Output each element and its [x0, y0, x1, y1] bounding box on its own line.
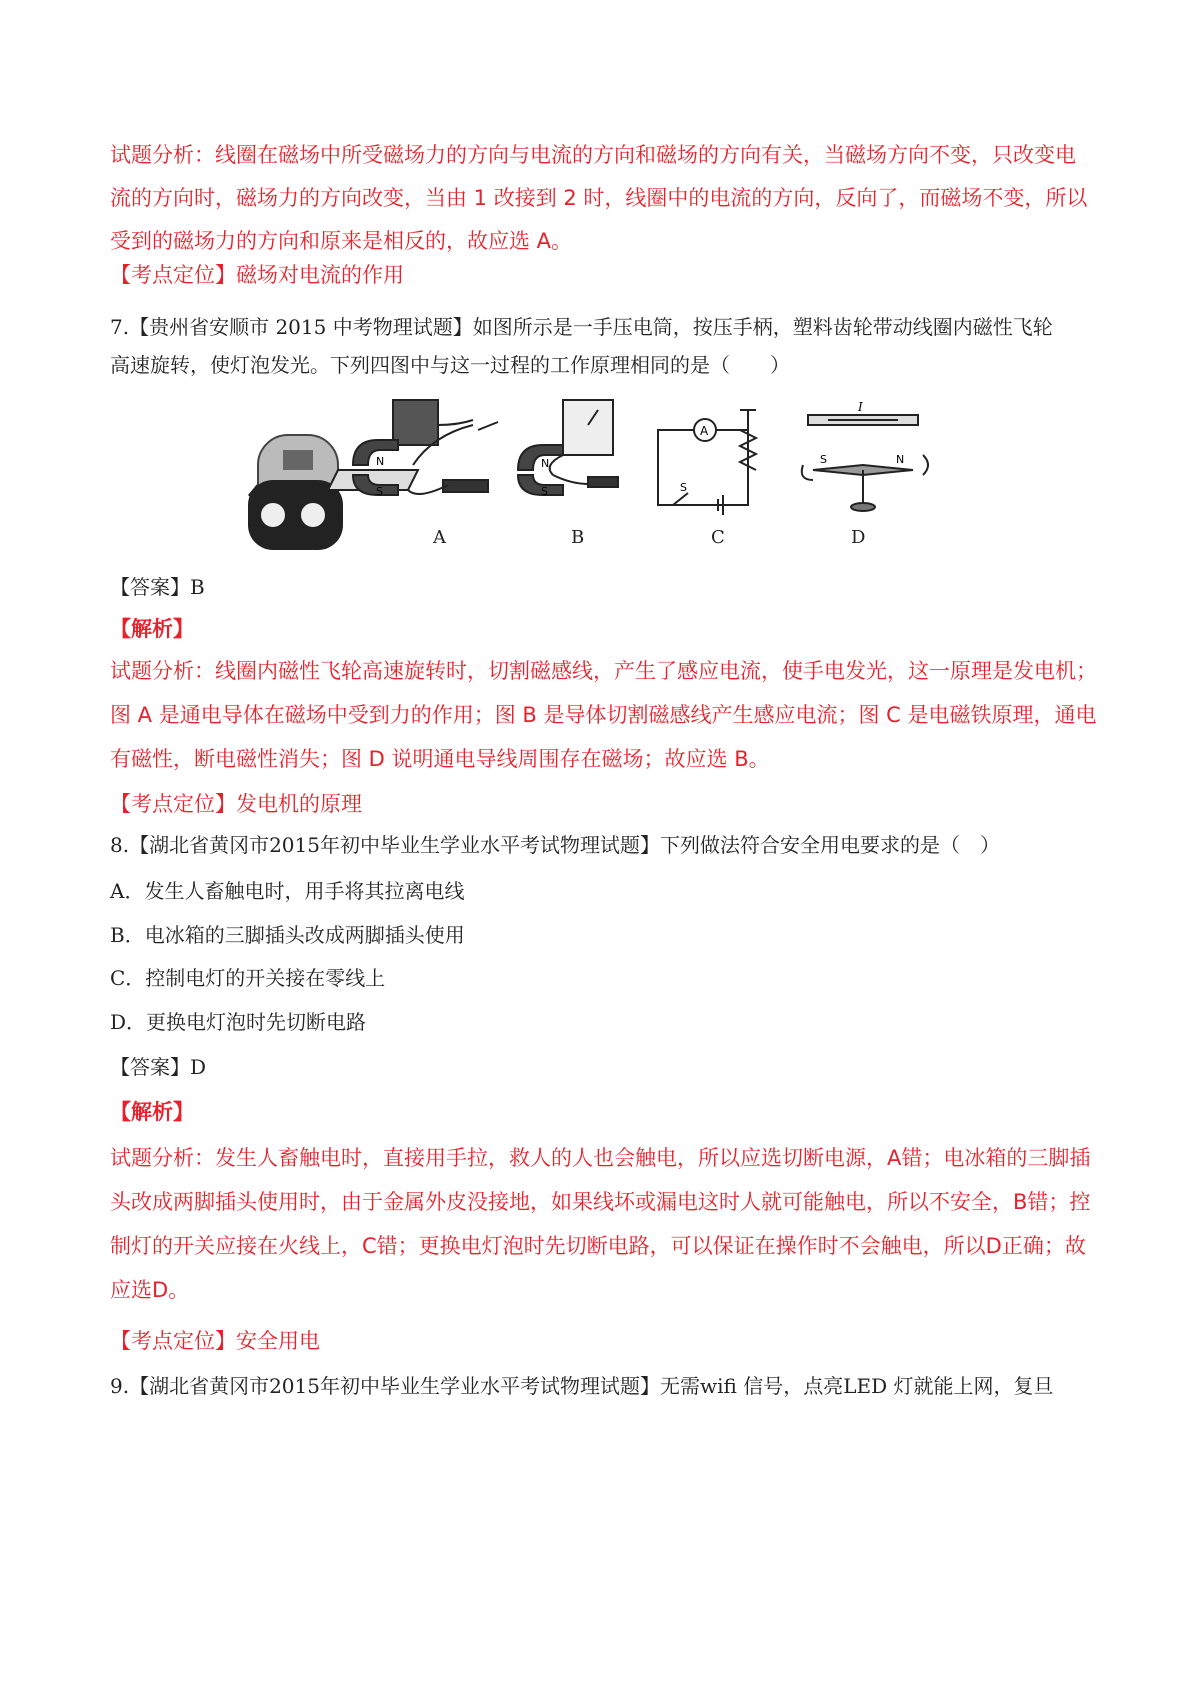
q6-analysis-line-3: 受到的磁场力的方向和原来是相反的，故应选 A。: [110, 229, 573, 253]
q7-analysis-line-1: 试题分析：线圈内磁性飞轮高速旋转时，切割磁感线，产生了感应电流，使手电发光，这一原理是发电机；: [110, 659, 1097, 683]
figure-label-d: D: [851, 527, 866, 548]
q7-analysis-line-2: 图 A 是通电导体在磁场中受到力的作用；图 B 是导体切割磁感线产生感应电流；图 C 是电磁铁原理，通电: [110, 703, 1097, 727]
q7-kaodian: 【考点定位】发电机的原理: [110, 792, 362, 816]
q8-stem: 8.【湖北省黄冈市2015年初中毕业生学业水平考试物理试题】下列做法符合安全用电要求的是（ ）: [110, 833, 1000, 857]
q6-analysis-line-2: 流的方向时，磁场力的方向改变，当由 1 改接到 2 时，线圈中的电流的方向，反向了，而磁场不变，所以: [110, 186, 1088, 210]
q7-analysis-line-3: 有磁性，断电磁性消失；图 D 说明通电导线周围存在磁场；故应选 B。: [110, 747, 770, 771]
q7-answer: 【答案】B: [110, 575, 205, 599]
figure-label-a: A: [433, 527, 446, 548]
figure-b-apparatus: [518, 400, 618, 495]
q9-stem: 9.【湖北省黄冈市2015年初中毕业生学业水平考试物理试题】无需wifi 信号，点亮LED 灯就能上网，复旦: [110, 1374, 1054, 1398]
q7-figure: [228, 395, 988, 605]
q8-analysis-line-4: 应选D。: [110, 1278, 190, 1302]
q6-kaodian: 【考点定位】磁场对电流的作用: [110, 263, 404, 287]
q8-analysis-line-3: 制灯的开关应接在火线上，C错；更换电灯泡时先切断电路，可以保证在操作时不会触电，所以D正确；故: [110, 1234, 1086, 1258]
q8-kaodian: 【考点定位】安全用电: [110, 1329, 320, 1353]
figure-b-mark-s: S: [541, 485, 548, 498]
figure-label-c: C: [711, 527, 725, 548]
figure-c-ammeter-label: A: [700, 424, 709, 438]
q8-analysis-line-1: 试题分析：发生人畜触电时，直接用手拉，救人的人也会触电，所以应选切断电源，A错；电冰箱的三脚插: [110, 1146, 1091, 1170]
q8-option-d: D．更换电灯泡时先切断电路: [110, 1010, 367, 1034]
figure-d-mark-n: N: [896, 453, 905, 466]
q8-jiexi-label: 【解析】: [110, 1100, 194, 1124]
figure-a-mark-s: S: [376, 485, 383, 498]
figure-d-mark-s: S: [820, 453, 827, 466]
figure-a-apparatus: [328, 400, 498, 495]
figure-d-current-label: I: [858, 400, 863, 414]
q7-figure-svg: [228, 395, 988, 605]
flashlight-image: [248, 435, 343, 550]
figure-c-switch-label: S: [680, 481, 687, 494]
q8-option-a: A．发生人畜触电时，用手将其拉离电线: [110, 879, 465, 903]
figure-label-b: B: [571, 527, 585, 548]
figure-a-mark-n: N: [376, 455, 385, 468]
q8-answer: 【答案】D: [110, 1055, 207, 1079]
q7-jiexi-label: 【解析】: [110, 617, 194, 641]
q8-analysis-line-2: 头改成两脚插头使用时，由于金属外皮没接地，如果线坏或漏电这时人就可能触电，所以不安全，B错；控: [110, 1190, 1091, 1214]
q7-stem-line-2: 高速旋转，使灯泡发光。下列四图中与这一过程的工作原理相同的是（ ）: [110, 353, 790, 377]
figure-b-mark-n: N: [541, 457, 550, 470]
q6-analysis-line-1: 试题分析：线圈在磁场中所受磁场力的方向与电流的方向和磁场的方向有关，当磁场方向不变，只改变电: [110, 143, 1076, 167]
q7-stem-line-1: 7.【贵州省安顺市 2015 中考物理试题】如图所示是一手压电筒，按压手柄，塑料齿轮带动线圈内磁性飞轮: [110, 315, 1053, 339]
q8-option-b: B．电冰箱的三脚插头改成两脚插头使用: [110, 923, 465, 947]
q8-option-c: C．控制电灯的开关接在零线上: [110, 966, 386, 990]
